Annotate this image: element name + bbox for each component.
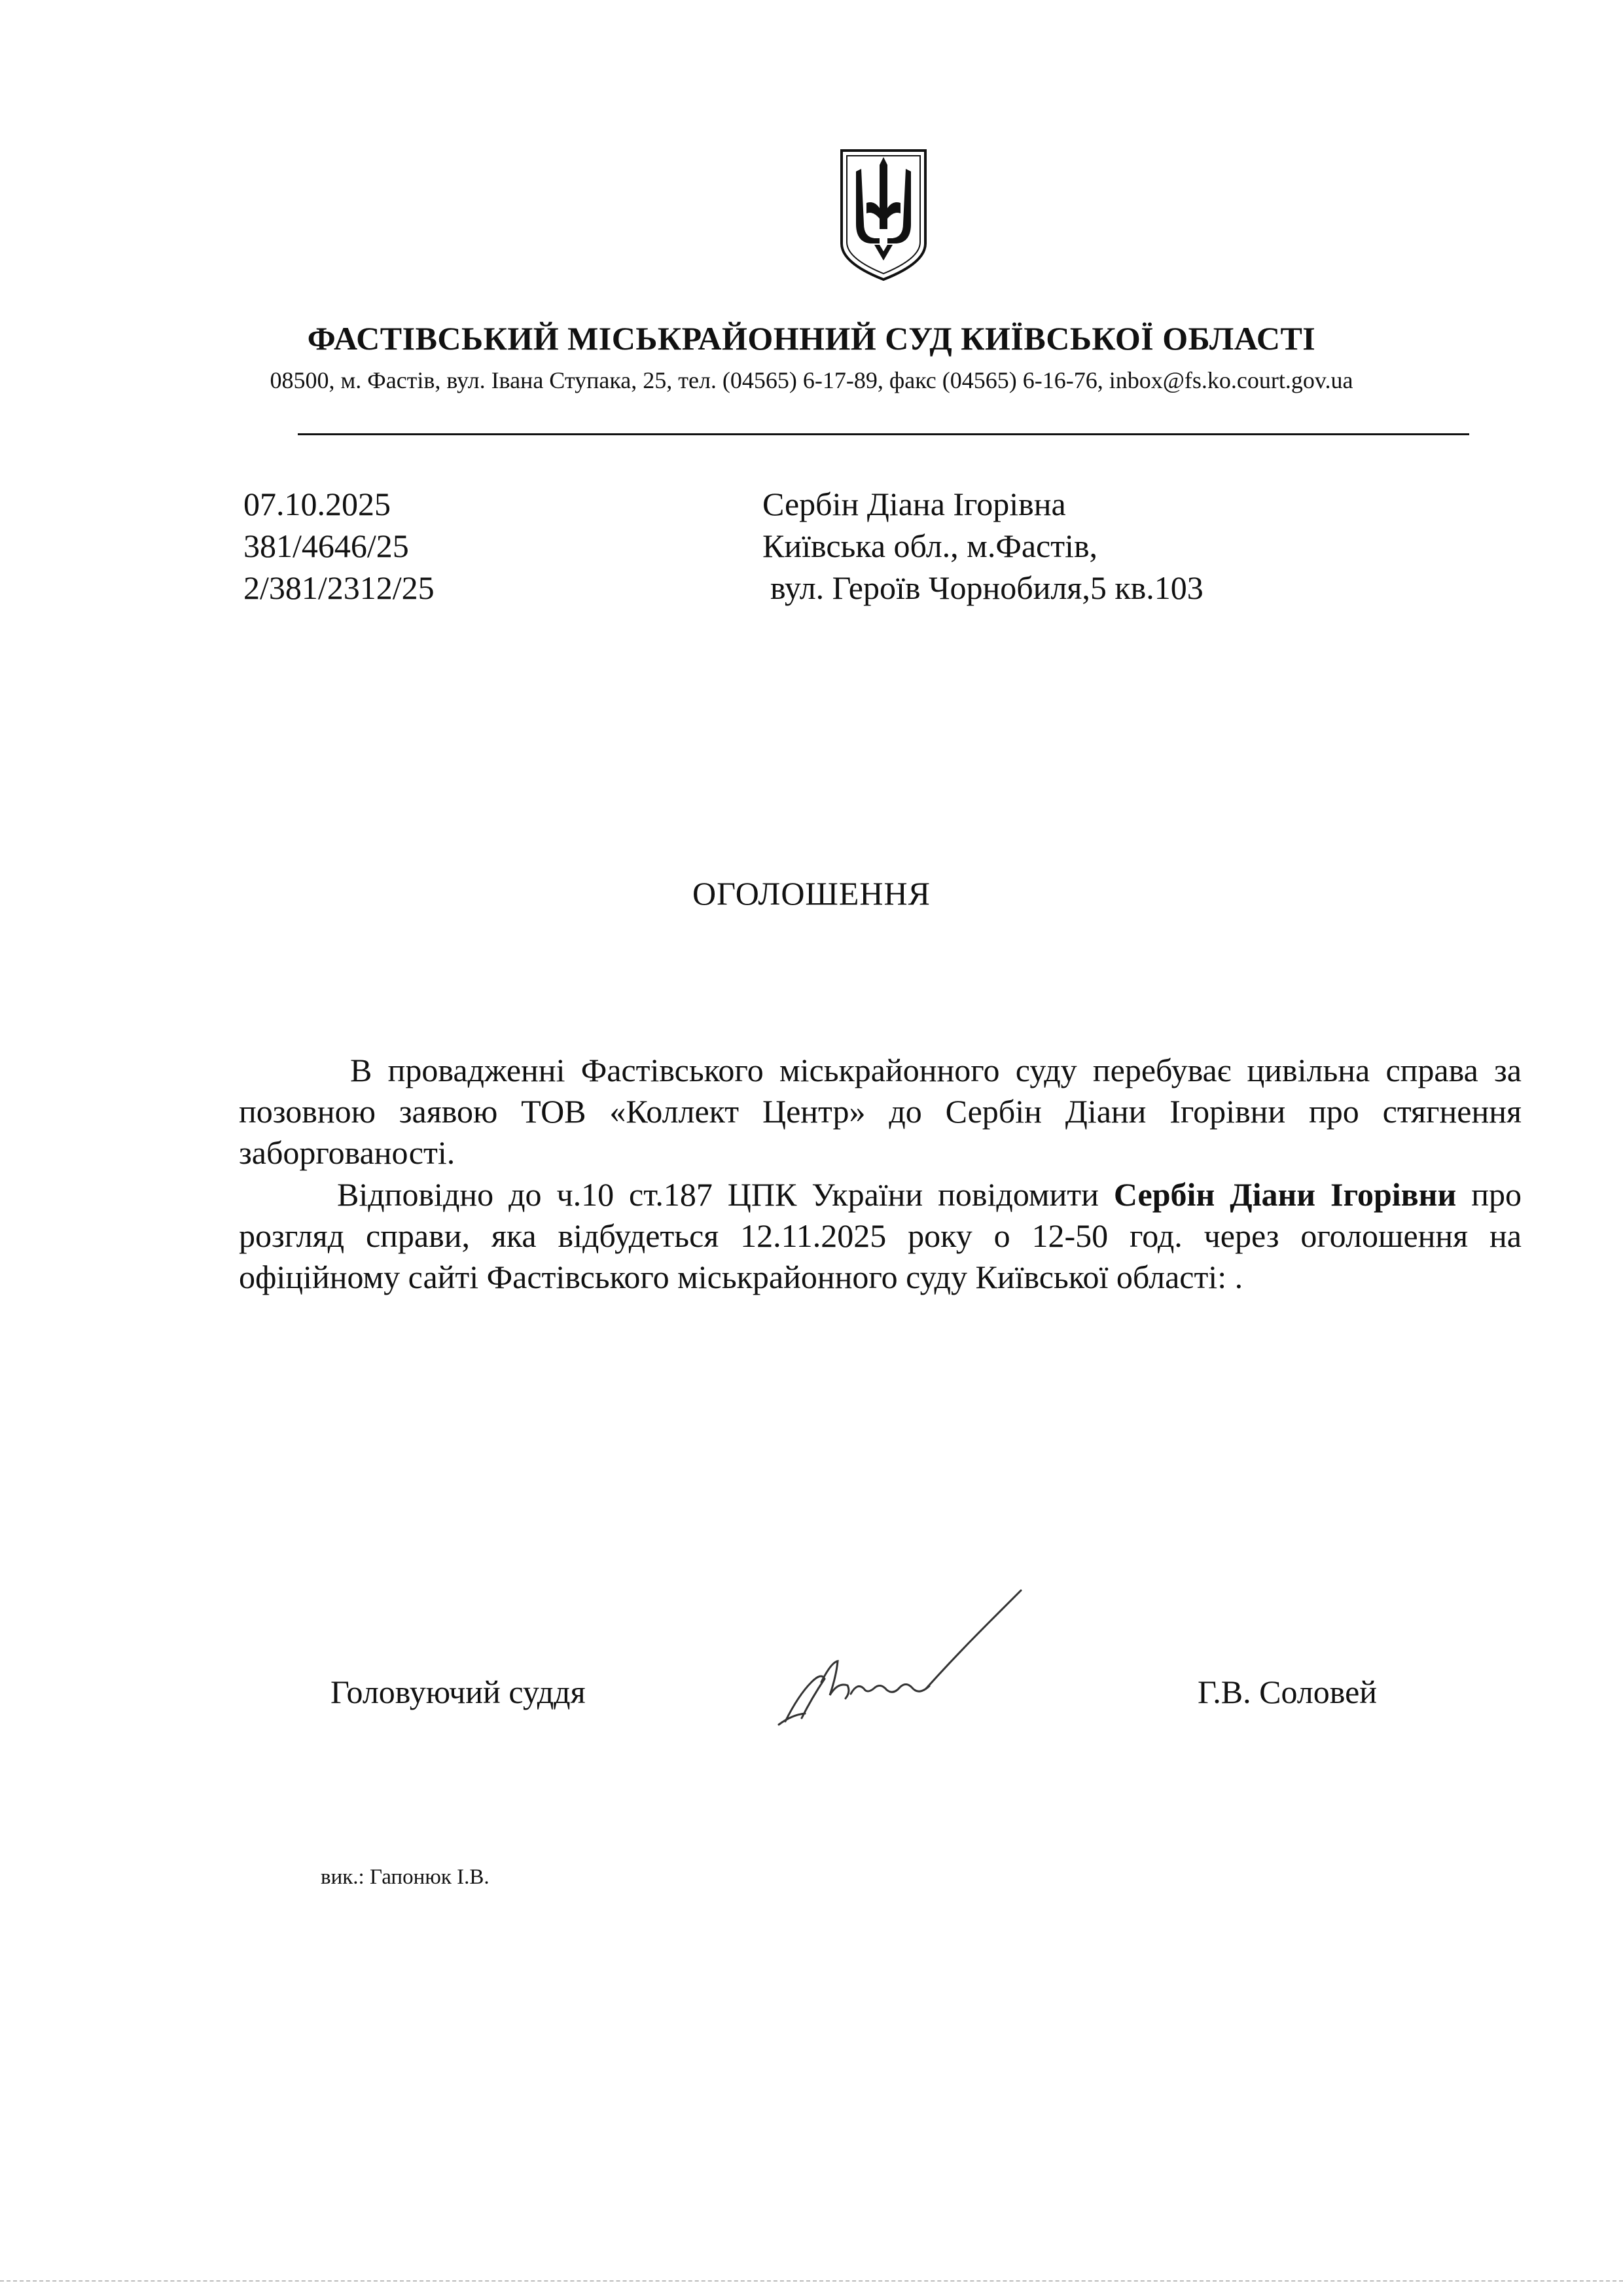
para2-start: Відповідно до ч.10 ст.187 ЦПК України повідомити (337, 1176, 1114, 1213)
case-number: 381/4646/25 (243, 528, 409, 564)
signer-name: Г.В. Соловей (1198, 1674, 1378, 1710)
recipient-block (762, 483, 1204, 609)
body-paragraph-2 (239, 1174, 1522, 1298)
document-meta (243, 483, 435, 609)
page-bottom-edge (0, 2280, 1623, 2282)
document-date: 07.10.2025 (243, 486, 391, 522)
document-title: ОГОЛОШЕННЯ (692, 875, 931, 912)
recipient-street: вул. Героїв Чорнобиля,5 кв.103 (770, 569, 1204, 606)
signer-position: Головуючий суддя (330, 1674, 586, 1710)
header-divider (298, 433, 1469, 435)
recipient-name: Сербін Діана Ігорівна (762, 486, 1066, 522)
recipient-city: Київська обл., м.Фастів, (762, 528, 1098, 564)
tryzub-coat-of-arms-icon (838, 145, 929, 283)
defendant-name-bold: Сербін Діани Ігорівни (1113, 1176, 1457, 1213)
court-name: ФАСТІВСЬКИЙ МІСЬКРАЙОННИЙ СУД КИЇВСЬКОЇ ОБЛАСТІ (307, 320, 1316, 357)
handwritten-signature (759, 1584, 1060, 1734)
executor-note: вик.: Гапонюк І.В. (321, 1865, 490, 1889)
court-contacts: 08500, м. Фастів, вул. Івана Ступака, 25, тел. (04565) 6-17-89, факс (04565) 6-16-76, inbox@fs.ko.court.gov.ua (270, 367, 1353, 393)
para2-end: про розгляд справи, яка відбудеться 12.11.2025 року о 12-50 год. через оголошення на офіційному сайті Фастівського міськрайонного суду Київської області: . (239, 1176, 1522, 1295)
proceeding-number: 2/381/2312/25 (243, 569, 435, 606)
body-paragraph-1: В провадженні Фастівського міськрайонного суду перебуває цивільна справа за позовною заявою ТОВ «Коллект Центр» до Сербін Діани Ігорівни про стягнення заборгованості. (239, 1052, 1522, 1171)
